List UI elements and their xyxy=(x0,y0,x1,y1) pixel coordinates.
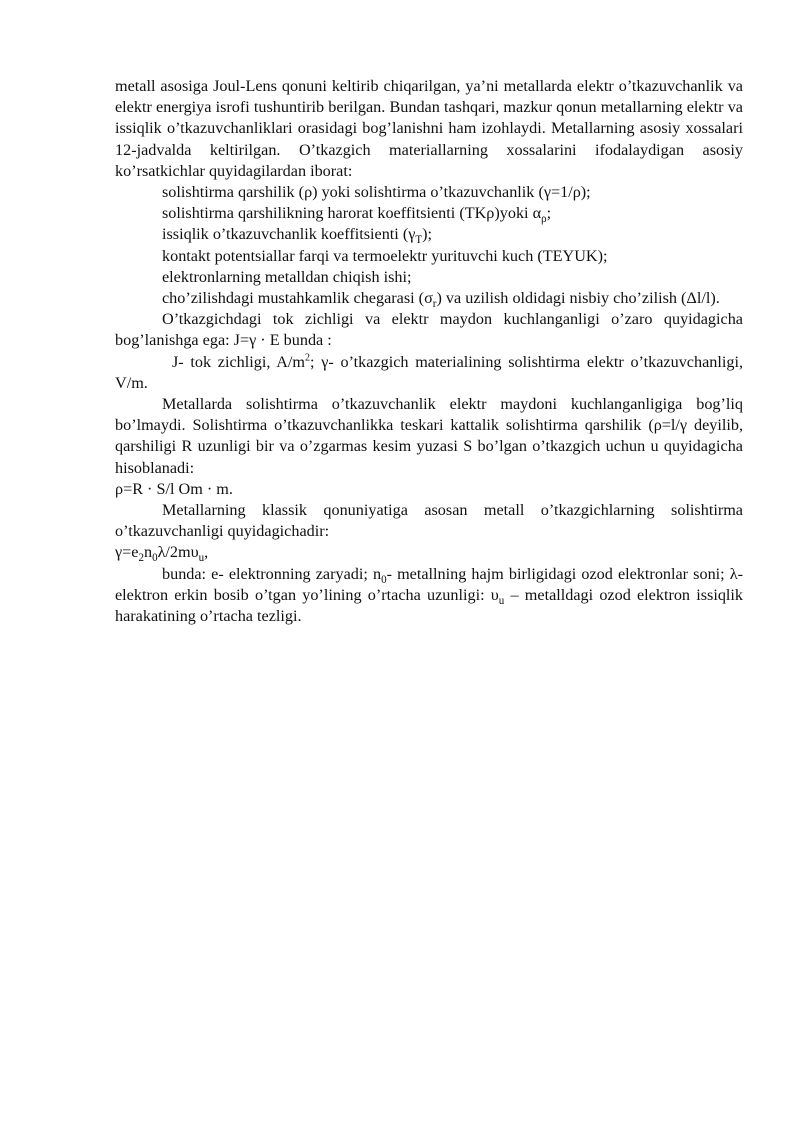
paragraph-resistivity: Metallarda solishtirma o’tkazuvchanlik elektr maydoni kuchlanganligiga bog’liq bo’lmaydi. Solishtirma o’tkazuvchanlikka teskari kattalik solishtirma qarshilik (ρ=l/γ deyilib, qarshiligi R uzunligi bir va o’zgarmas kesim yuzasi S bo’lgan o’tkazgich uchun u quyidagicha hisoblanadi: xyxy=(115,395,743,477)
formula-resistivity: ρ=R · S/l Om · m. xyxy=(115,479,233,498)
paragraph-intro: metall asosiga Joul-Lens qonuni keltirib chiqarilgan, ya’ni metallarda elektr o’tkazuvchanlik va elektr energiya isrofi tushuntirib berilgan. Bundan tashqari, mazkur qonun metallarning elektr va issiqlik o’tkazuvchanliklari orasidagi bog’lanishni ham izohlaydi. Metallarning asosiy xossalari 12-jadvalda keltirilgan. O’tkazgich materiallarning xossalarini ifodalaydigan asosiy ko’rsatkichlar quyidagilardan iborat: xyxy=(115,77,743,180)
paragraph-symbols: bunda: e- elektronning zaryadi; $n_0-$ metallning hajm birligidagi ozod elektronlar soni; λ- elektron erkin bosib o’tgan yo’lining o’rtacha uzunligi: $\upsilon_u$ – metalldagi ozod elektron issiqlik harakatining o’rtacha tezligi. xyxy=(115,564,744,626)
list-item-contact-potential: kontakt potentsiallar farqi va termoelektr yurituvchi kuch (TEYUK); xyxy=(162,246,608,265)
list-item-thermal-conductivity: issiqlik o’tkazuvchanlik koeffitsienti $(\gamma_T)$; xyxy=(162,225,432,247)
list-item-resistivity: solishtirma qarshilik (ρ) yoki solishtirma o’tkazuvchanlik (γ=1/ρ); xyxy=(162,183,591,202)
list-item-temperature-coefficient: solishtirma qarshilikning harorat koeffitsienti (TKρ)yoki $\alpha_\rho$; xyxy=(162,204,552,226)
paragraph-current-density: O’tkazgichdagi tok zichligi va elektr maydon kuchlanganligi o’zaro quyidagicha bog’lanishga ega: J=γ · E bunda : xyxy=(115,310,743,350)
list-item-work-function: elektronlarning metalldan chiqish ishi; xyxy=(162,267,412,286)
paragraph-classical-theory: Metallarning klassik qonuniyatiga asosan metall o’tkazgichlarning solishtirma o’tkazuvchanligi quyidagichadir: xyxy=(115,501,743,541)
formula-conductivity: $\gamma=e_2n_0\lambda/2m\upsilon_u$, xyxy=(115,543,209,565)
list-item-tensile-strength: cho’zilishdagi mustahkamlik chegarasi $(\sigma_r)$ va uzilish oldidagi nisbiy cho’zilish (Δl/l). xyxy=(162,289,720,311)
paragraph-definitions: J- tok zichligi, $A/m^2$; γ- o’tkazgich materialining solishtirma elektr o’tkazuvchanligi, V/m. xyxy=(115,352,743,392)
